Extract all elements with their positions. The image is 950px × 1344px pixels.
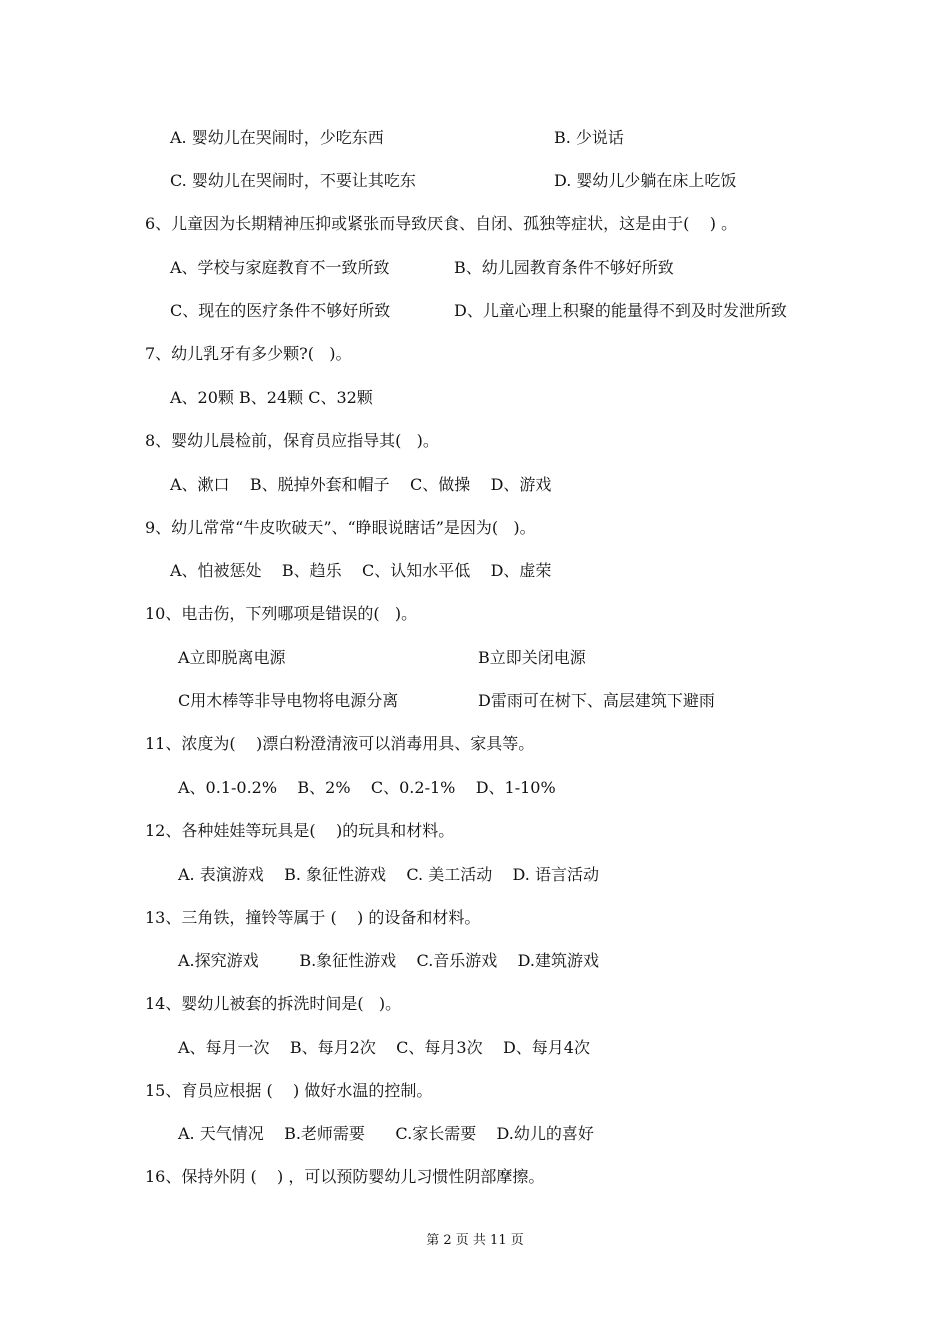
q12-text: 12、各种娃娃等玩具是( )的玩具和材料。 bbox=[145, 821, 455, 840]
q6-option-c: C、现在的医疗条件不够好所致 bbox=[170, 301, 391, 320]
q16-text: 16、保持外阴 ( ) ，可以预防婴幼儿习惯性阴部摩擦。 bbox=[145, 1167, 545, 1186]
q10-option-c: C用木棒等非导电物将电源分离 bbox=[178, 691, 399, 710]
q10-option-b: B立即关闭电源 bbox=[478, 648, 586, 667]
q13-text: 13、三角铁，撞铃等属于 ( ) 的设备和材料。 bbox=[145, 908, 481, 927]
q14-text: 14、婴幼儿被套的拆洗时间是( )。 bbox=[145, 994, 402, 1013]
q5-option-b: B. 少说话 bbox=[554, 128, 624, 147]
q10-option-a: A立即脱离电源 bbox=[178, 648, 286, 667]
q15-text: 15、育员应根据 ( ) 做好水温的控制。 bbox=[145, 1081, 433, 1100]
q13-options: A.探究游戏 B.象征性游戏 C.音乐游戏 D.建筑游戏 bbox=[178, 951, 599, 970]
q6-text: 6、儿童因为长期精神压抑或紧张而导致厌食、自闭、孤独等症状，这是由于( ) 。 bbox=[145, 214, 738, 233]
q6-option-b: B、幼儿园教育条件不够好所致 bbox=[454, 258, 674, 277]
q6-option-a: A、学校与家庭教育不一致所致 bbox=[170, 258, 390, 277]
q5-option-c: C. 婴幼儿在哭闹时，不要让其吃东 bbox=[170, 171, 416, 190]
q5-option-d: D. 婴幼儿少躺在床上吃饭 bbox=[554, 171, 737, 190]
q11-options: A、0.1-0.2% B、2% C、0.2-1% D、1-10% bbox=[178, 778, 556, 797]
q10-option-d: D雷雨可在树下、高层建筑下避雨 bbox=[478, 691, 715, 710]
q8-text: 8、婴幼儿晨检前，保育员应指导其( )。 bbox=[145, 431, 439, 450]
page-number: 第 2 页 共 11 页 bbox=[426, 1233, 524, 1248]
q9-text: 9、幼儿常常“牛皮吹破天”、“睁眼说瞎话”是因为( )。 bbox=[145, 518, 536, 537]
q9-options: A、怕被惩处 B、趋乐 C、认知水平低 D、虚荣 bbox=[170, 561, 552, 580]
q8-options: A、漱口 B、脱掉外套和帽子 C、做操 D、游戏 bbox=[170, 475, 552, 494]
q15-options: A. 天气情况 B.老师需要 C.家长需要 D.幼儿的喜好 bbox=[178, 1124, 594, 1143]
q7-options: A、20颗 B、24颗 C、32颗 bbox=[170, 388, 373, 407]
q7-text: 7、幼儿乳牙有多少颗?( )。 bbox=[145, 344, 352, 363]
q12-options: A. 表演游戏 B. 象征性游戏 C. 美工活动 D. 语言活动 bbox=[178, 865, 599, 884]
q5-option-a: A. 婴幼儿在哭闹时，少吃东西 bbox=[170, 128, 384, 147]
q14-options: A、每月一次 B、每月2次 C、每月3次 D、每月4次 bbox=[178, 1038, 590, 1057]
q6-option-d: D、儿童心理上积聚的能量得不到及时发泄所致 bbox=[454, 301, 787, 320]
q10-text: 10、电击伤，下列哪项是错误的( )。 bbox=[145, 604, 418, 623]
q11-text: 11、浓度为( )漂白粉澄清液可以消毒用具、家具等。 bbox=[145, 734, 535, 753]
